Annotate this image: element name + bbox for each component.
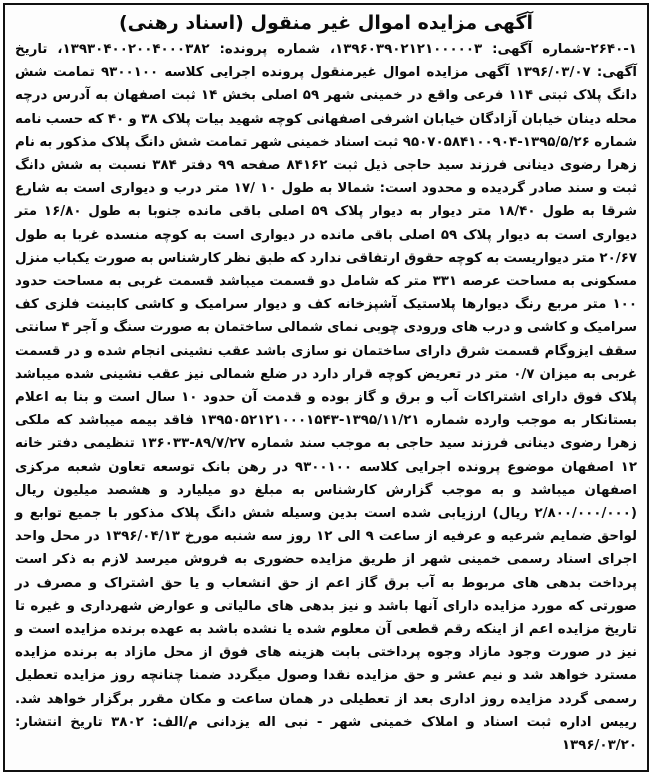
notice-title: آگهی مزایده اموال غیر منقول (اسناد رهنی) <box>118 12 534 34</box>
notice-body: ۲۶۴۰-۱-شماره آگهی: ۱۳۹۶۰۳۹۰۲۱۲۱۰۰۰۰۰۳، شماره پرونده: ۱۳۹۳۰۴۰۰۲۰۰۴۰۰۰۳۸۲، تاریخ آگهی: ۱۳۹۶/۰۳/۰۷ آگهی مزایده اموال غیرمنقول پرونده اجرایی کلاسه ۹۳۰۰۱۰۰ تمامت شش دانگ پلاک ثبتی ۱۱۴ فرعی واقع در خمینی شهر ۵۹ اصلی بخش ۱۴ ثبت اصفهان به آدرس درچه محله دینان خیابان آزادگان خیابان اشرفی اصفهانی کوچه شهید بیات پلاک ۳۸ و ۴۰ که حسب نامه شماره ۱۳۹۵/۵/۲۶-۹۵۰۷۰۵۸۴۱۰۰۹۰۴ ثبت اسناد خمینی شهر تمامت شش دانگ پلاک مذکور به نام زهرا رضوی دینانی فرزند سید حاجی ذیل ثبت ۸۴۱۶۲ صفحه ۹۹ دفتر ۳۸۴ نسبت به شش دانگ ثبت و سند صادر گردیده و محدود است: شمالا به طول ۱۰ /۱۷ متر درب و دیواری است به شارع شرقا به طول ۱۸/۴۰ متر دیوار به دیوار پلاک ۵۹ اصلی باقی مانده جنوبا به طول ۱۶/۸۰ متر دیواری است به دیوار پلاک ۵۹ اصلی باقی مانده در دیواری است به کوچه منسده غربا به طول ۲۰/۶۷ متر دیواریست به کوچه حقوق ارتفاقی ندارد که طبق نظر کارشناس به صورت یکباب منزل مسکونی به مساحت عرصه ۳۳۱ متر که شامل دو قسمت میباشد قسمت غربی به مساحت حدود ۱۰۰ متر مربع رنگ دیوارها پلاستیک آشپزخانه کف و دیوار سرامیک و کاشی کابینت فلزی کف سرامیک و کاشی و درب های ورودی چوبی نمای شمالی ساختمان به صورت سنگ و آجر ۴ سانتی سقف ایزوگام قسمت شرق دارای ساختمان نو سازی باشد عقب نشینی انجام شده و در قسمت غربی به میزان ۰/۷ متر در تعریض کوچه قرار دارد در ضلع شمالی نیز عقب نشینی شده میباشد پلاک فوق دارای اشتراکات آب و برق و گاز بوده و قدمت آن حدود ۱۰ سال است و بنا به اعلام بستانکار به موجب وارده شماره ۱۳۹۵/۱۱/۲۱-۱۳۹۵۰۵۲۱۲۱۰۰۰۱۵۴۳ فاقد بیمه میباشد که ملکی زهرا رضوی دینانی فرزند سید حاجی به موجب سند شماره ۸۹/۷/۲۷-۱۳۶۰۳۳ تنظیمی دفتر خانه ۱۲ اصفهان موضوع پرونده اجرایی کلاسه ۹۳۰۰۱۰۰ در رهن بانک توسعه تعاون شعبه مرکزی اصفهان میباشد و به موجب گزارش کارشناس به مبلغ دو میلیارد و هشصد میلیون ریال (۲/۸۰۰/۰۰۰/۰۰۰ ریال) ارزیابی شده است بدین وسیله شش دانگ پلاک مذکور با جمیع توابع و لواحق ضمایم شرعیه و عرفیه از ساعت ۹ الی ۱۲ روز سه شنبه مورخ ۱۳۹۶/۰۴/۱۳ در محل واحد اجرای اسناد رسمی خمینی شهر از طریق مزایده حضوری به فروش میرسد لازم به ذکر است پرداخت بدهی های مربوط به آب برق گاز اعم از حق انشعاب و یا حق اشتراک و مصرف در صورتی که مورد مزایده دارای آنها باشد و نیز بدهی های مالیاتی و عوارض شهرداری و غیره تا تاریخ مزایده اعم از اینکه رقم قطعی آن معلوم شده یا نشده باشد به عهده برنده مزایده است و نیز در صورت وجود مازاد وجوه پرداختی بابت هزینه های فوق از محل مازاد به برنده مزایده مسترد خواهد شد و نیم عشر و حق مزایده نقدا وصول میگردد ضمنا چنانچه روز مزایده تعطیل رسمی گردد مزایده روز اداری بعد از تعطیلی در همان ساعت و مکان مقرر برگزار خواهد شد. رییس اداره ثبت اسناد و املاک خمینی شهر - نبی اله یزدانی م/الف: ۳۸۰۲ تاریخ انتشار: ۱۳۹۶/۰۳/۲۰ <box>15 42 638 754</box>
auction-notice <box>3 3 649 772</box>
